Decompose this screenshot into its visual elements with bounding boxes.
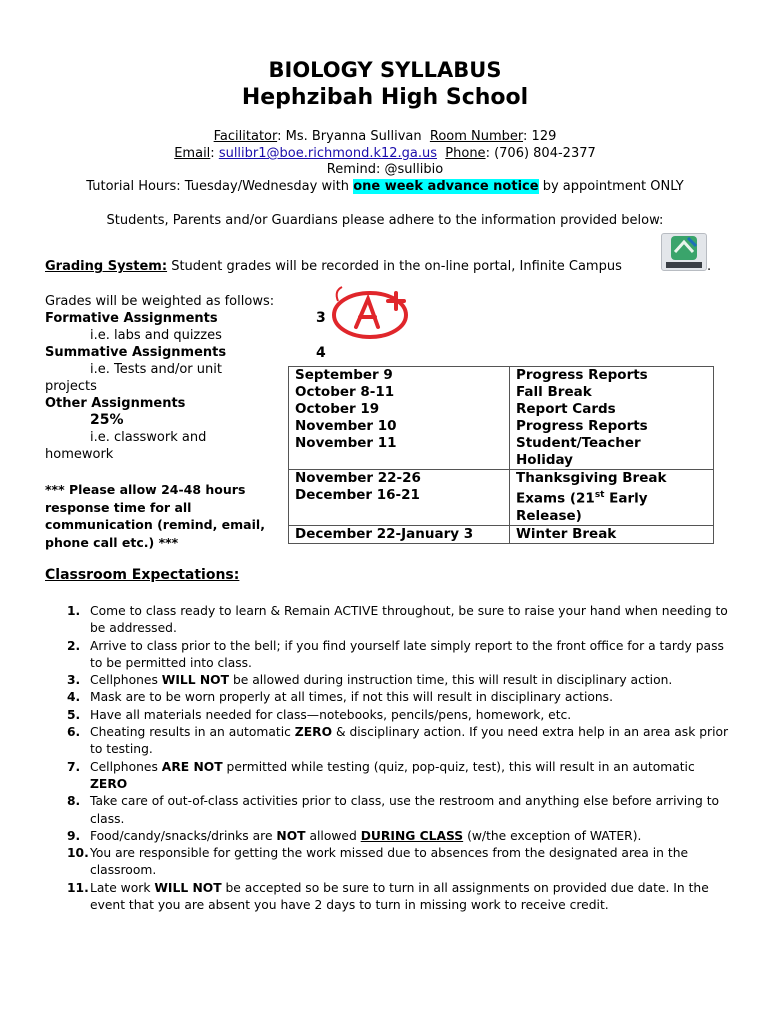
other-note: i.e. classwork and bbox=[90, 430, 207, 445]
date-item: November 22-26 bbox=[295, 470, 421, 486]
item-text: Cheating results in an automatic bbox=[90, 725, 295, 740]
item-number: 6. bbox=[67, 725, 81, 740]
expectations-heading bbox=[45, 567, 239, 583]
list-item bbox=[45, 828, 735, 845]
exams-text-end: Early bbox=[604, 490, 648, 507]
item-number: 9. bbox=[67, 828, 81, 843]
expectations-list bbox=[45, 603, 735, 914]
table-row bbox=[289, 470, 714, 526]
schedule-events-cell: Winter Break bbox=[510, 525, 714, 543]
tutorial-text: Tutorial Hours: Tuesday/Wednesday with bbox=[86, 179, 350, 194]
table-row bbox=[289, 525, 714, 543]
phone-label: Phone bbox=[445, 146, 486, 161]
date-item: October 19 bbox=[295, 401, 380, 417]
grading-system-line bbox=[45, 259, 622, 274]
item-text: be allowed during instruction time, this will result in disciplinary action. bbox=[229, 673, 673, 688]
exams-text: Exams (21 bbox=[516, 490, 595, 507]
schedule-table bbox=[288, 366, 714, 544]
event-item: Progress Reports bbox=[516, 367, 648, 383]
grading-system-text: Student grades will be recorded in the on-line portal, Infinite Campus bbox=[167, 259, 622, 274]
school-name: Hephzibah High School bbox=[241, 85, 529, 110]
expectations-heading-text: Classroom Expectations: bbox=[45, 567, 240, 583]
infinite-campus-app-icon bbox=[661, 233, 707, 271]
list-item bbox=[45, 724, 735, 759]
item-text: Have all materials needed for class—notebooks, pencils/pens, homework, etc. bbox=[90, 707, 572, 722]
facilitator-label: Facilitator bbox=[213, 129, 278, 144]
list-item bbox=[45, 638, 735, 673]
event-item: Thanksgiving Break bbox=[516, 470, 667, 486]
grading-system-label: Grading System: bbox=[45, 259, 168, 274]
item-number: 10. bbox=[67, 846, 89, 861]
list-item bbox=[45, 707, 735, 724]
response-time-note bbox=[45, 481, 265, 551]
event-item: Holiday bbox=[516, 452, 573, 468]
response-note-line-2: response time for all bbox=[45, 499, 192, 515]
schedule-dates-cell bbox=[289, 470, 510, 526]
item-text: & disciplinary action. If you need extra help in an area ask prior to testing. bbox=[90, 725, 729, 757]
list-item bbox=[45, 793, 735, 828]
a-plus-grade-icon bbox=[328, 283, 418, 343]
formative-percentage: 3 bbox=[316, 310, 326, 326]
email-link[interactable]: sullibr1@boe.richmond.k12.ga.us bbox=[218, 146, 438, 161]
schedule-dates-cell bbox=[289, 367, 510, 470]
remind-line: Remind: @sullibio bbox=[326, 162, 444, 177]
item-text: Take care of out-of-class activities prior to class, use the restroom and anything else before arriving to class. bbox=[90, 794, 720, 826]
item-number: 8. bbox=[67, 794, 81, 809]
item-text: You are responsible for getting the work missed due to absences from the designated area in the classroom. bbox=[90, 846, 689, 878]
facilitator-line bbox=[0, 129, 770, 144]
phone-value: : (706) 804-2377 bbox=[485, 146, 596, 161]
item-number: 5. bbox=[67, 707, 81, 722]
item-text: Late work bbox=[90, 880, 155, 895]
date-item: December 16-21 bbox=[295, 487, 420, 503]
grading-period: . bbox=[707, 259, 712, 274]
item-text: Arrive to class prior to the bell; if you find yourself late simply report to the front office for a tardy pass to be permitted into class. bbox=[90, 638, 724, 670]
email-line bbox=[0, 146, 770, 161]
item-emphasis: ZERO bbox=[90, 776, 128, 791]
response-note-line-4: phone call etc.) *** bbox=[45, 534, 179, 550]
weights-block bbox=[45, 293, 295, 463]
item-text: Come to class ready to learn & Remain ACTIVE throughout, be sure to raise your hand when needing to be addressed. bbox=[90, 604, 728, 636]
item-emphasis: NOT bbox=[276, 828, 306, 843]
response-note-line-1: *** Please allow 24-48 hours bbox=[45, 482, 246, 497]
table-row bbox=[289, 367, 714, 470]
list-item bbox=[45, 759, 735, 794]
item-number: 11. bbox=[67, 880, 89, 895]
list-item bbox=[45, 689, 735, 706]
item-text: Cellphones bbox=[90, 759, 162, 774]
facilitator-value: : Ms. Bryanna Sullivan bbox=[277, 129, 422, 144]
other-label: Other Assignments bbox=[45, 396, 186, 411]
item-emphasis: WILL NOT bbox=[154, 880, 222, 895]
tutorial-line bbox=[0, 179, 770, 194]
response-note-line-3: communication (remind, email, bbox=[45, 517, 265, 532]
item-text: Cellphones bbox=[90, 673, 162, 688]
summative-percentage: 4 bbox=[316, 345, 326, 361]
item-number: 1. bbox=[67, 604, 81, 618]
item-text: Mask are to be worn properly at all times, if not this will result in disciplinary actions. bbox=[90, 690, 613, 705]
item-emphasis: ZERO bbox=[294, 725, 333, 740]
formative-note: i.e. labs and quizzes bbox=[90, 328, 222, 343]
item-number: 2. bbox=[67, 638, 81, 653]
item-emphasis: ARE NOT bbox=[161, 759, 223, 774]
item-text: be accepted so be sure to turn in all assignments on provided due date. In the event that you are absent you have 2 days to turn in missing work to receive credit. bbox=[90, 880, 709, 913]
item-emphasis: WILL NOT bbox=[161, 673, 230, 688]
email-separator: : bbox=[210, 146, 219, 161]
date-item: November 10 bbox=[295, 418, 397, 434]
email-label: Email bbox=[174, 146, 211, 161]
exams-superscript: st bbox=[594, 490, 605, 500]
schedule-dates-cell: December 22-January 3 bbox=[289, 525, 510, 543]
schedule-events-cell bbox=[510, 470, 714, 526]
date-item: October 8-11 bbox=[295, 384, 395, 400]
other-note-2: homework bbox=[45, 447, 114, 462]
event-item bbox=[516, 487, 707, 508]
list-item bbox=[45, 672, 735, 689]
room-value: : 129 bbox=[523, 129, 557, 144]
event-item: Fall Break bbox=[516, 384, 592, 400]
summative-note-2: projects bbox=[45, 379, 97, 394]
item-number: 4. bbox=[67, 690, 81, 705]
item-text: permitted while testing (quiz, pop-quiz, test), this will result in an automatic bbox=[222, 759, 695, 774]
tutorial-text-end: by appointment ONLY bbox=[542, 179, 684, 194]
event-item: Release) bbox=[516, 507, 582, 524]
event-item: Report Cards bbox=[516, 401, 616, 417]
item-text: Food/candy/snacks/drinks are bbox=[90, 828, 277, 843]
item-text: allowed bbox=[305, 828, 361, 843]
schedule-events-cell bbox=[510, 367, 714, 470]
event-item: Progress Reports bbox=[516, 418, 648, 434]
item-number: 3. bbox=[67, 673, 81, 688]
summative-label: Summative Assignments bbox=[45, 345, 227, 360]
advance-notice-highlight: one week advance notice bbox=[353, 179, 539, 194]
item-number: 7. bbox=[67, 759, 81, 774]
weighted-heading: Grades will be weighted as follows: bbox=[45, 294, 275, 309]
other-percentage: 25% bbox=[90, 412, 124, 428]
list-item bbox=[45, 880, 735, 915]
formative-label: Formative Assignments bbox=[45, 311, 218, 326]
room-label: Room Number bbox=[429, 129, 524, 144]
date-item: September 9 bbox=[295, 367, 393, 383]
list-item bbox=[45, 603, 735, 638]
page-title: BIOLOGY SYLLABUS bbox=[268, 58, 502, 82]
item-text: (w/the exception of WATER). bbox=[463, 828, 642, 843]
date-item: November 11 bbox=[295, 435, 397, 451]
item-emphasis-underlined: DURING CLASS bbox=[360, 828, 464, 843]
event-item: Student/Teacher bbox=[516, 435, 641, 451]
summative-note: i.e. Tests and/or unit bbox=[90, 362, 222, 377]
list-item bbox=[45, 845, 735, 880]
notice-line: Students, Parents and/or Guardians please adhere to the information provided below: bbox=[106, 213, 664, 228]
